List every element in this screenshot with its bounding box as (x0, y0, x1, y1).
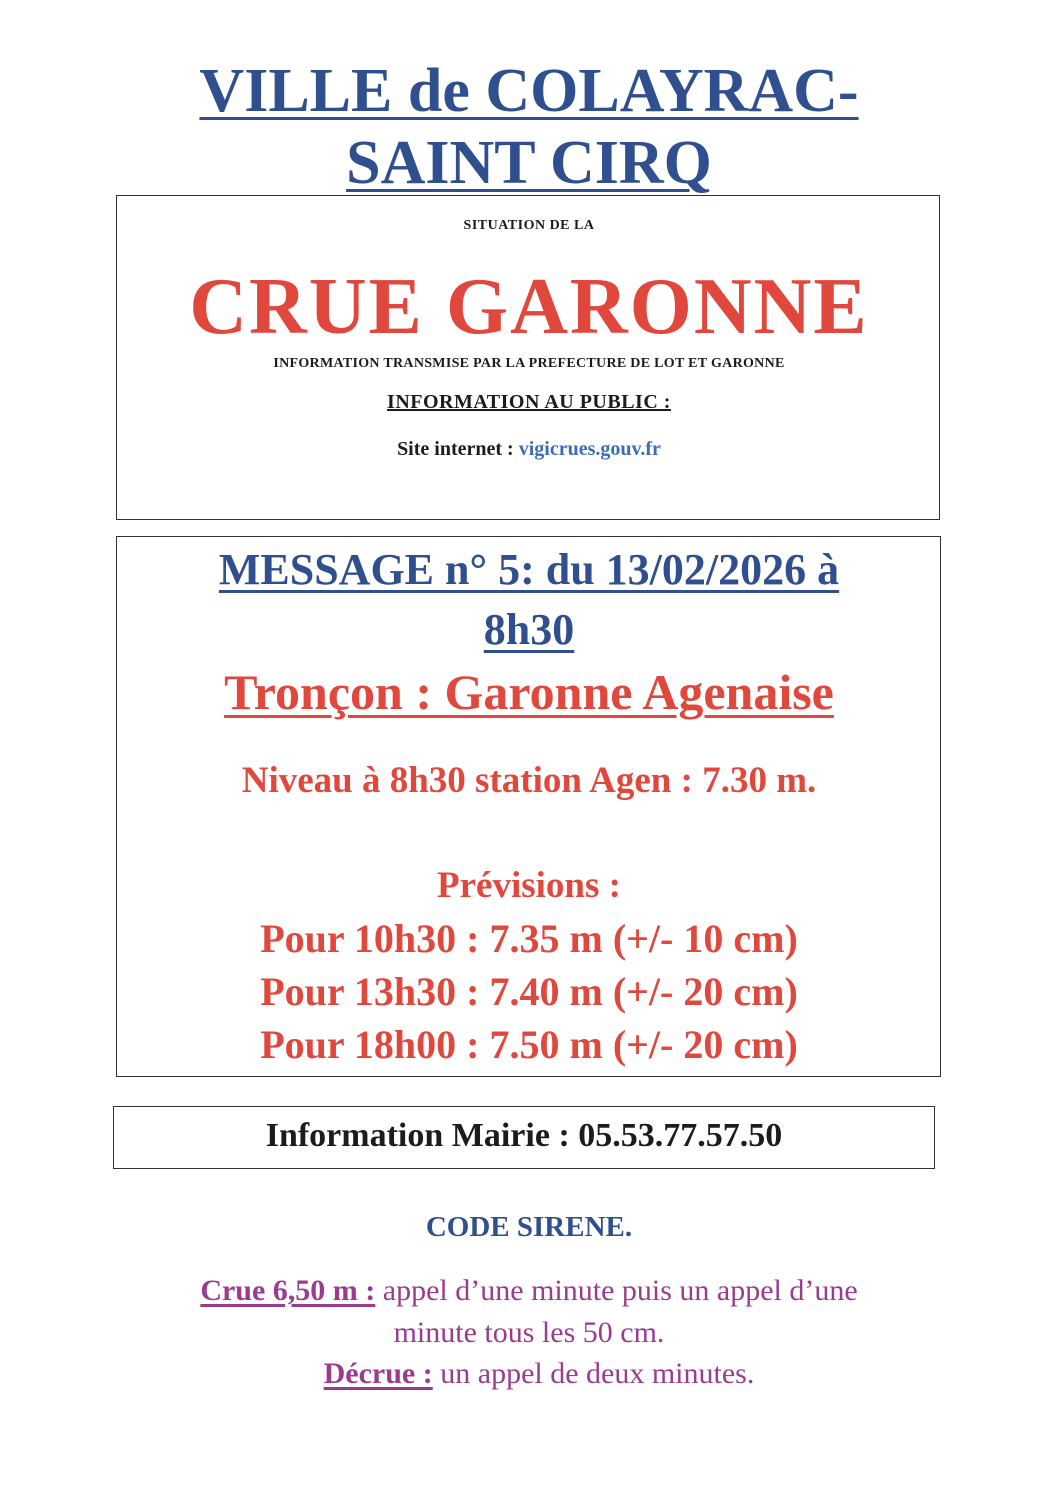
site-link[interactable]: vigicrues.gouv.fr (518, 438, 661, 460)
title-line2-text: SAINT CIRQ (346, 129, 712, 197)
info-public-heading: INFORMATION AU PUBLIC : (387, 391, 671, 413)
message-heading-line2 (0, 603, 1058, 657)
sirene-crue-line2: minute tous les 50 cm. (393, 1316, 665, 1349)
sirene-decrue-line (0, 1354, 1058, 1394)
message-heading-line1 (0, 543, 1058, 597)
page-title-line1 (0, 55, 1058, 127)
crue-title: CRUE GARONNE (189, 263, 869, 351)
troncon-heading (0, 660, 1058, 724)
previsions-title: Prévisions : (437, 865, 621, 906)
troncon-text: Tronçon : Garonne Agenaise (224, 664, 834, 720)
situation-label: SITUATION DE LA (463, 218, 595, 233)
crue-label: Crue 6,50 m : (200, 1274, 376, 1307)
message-line2-text: 8h30 (483, 605, 575, 654)
site-internet-line (0, 438, 1058, 461)
decrue-label: Décrue : (323, 1357, 433, 1390)
prefecture-note: INFORMATION TRANSMISE PAR LA PREFECTURE DE LOT ET GARONNE (273, 356, 785, 371)
title-line1-text: VILLE de COLAYRAC- (199, 57, 859, 125)
site-label: Site internet : (397, 438, 519, 460)
page-title-line2 (0, 127, 1058, 199)
prevision-line: Pour 13h30 : 7.40 m (+/- 20 cm) (260, 969, 798, 1014)
prevision-line: Pour 10h30 : 7.35 m (+/- 10 cm) (260, 916, 798, 961)
decrue-text: un appel de deux minutes. (432, 1357, 755, 1390)
crue-text: appel d’une minute puis un appel d’une (375, 1274, 858, 1307)
mairie-info: Information Mairie : 05.53.77.57.50 (265, 1117, 783, 1154)
sirene-crue-line (0, 1271, 1058, 1311)
niveau-line: Niveau à 8h30 station Agen : 7.30 m. (241, 760, 817, 801)
message-line1-text: MESSAGE n° 5: du 13/02/2026 à (218, 545, 840, 594)
code-sirene-title: CODE SIRENE. (425, 1211, 633, 1243)
prevision-line: Pour 18h00 : 7.50 m (+/- 20 cm) (260, 1022, 798, 1067)
